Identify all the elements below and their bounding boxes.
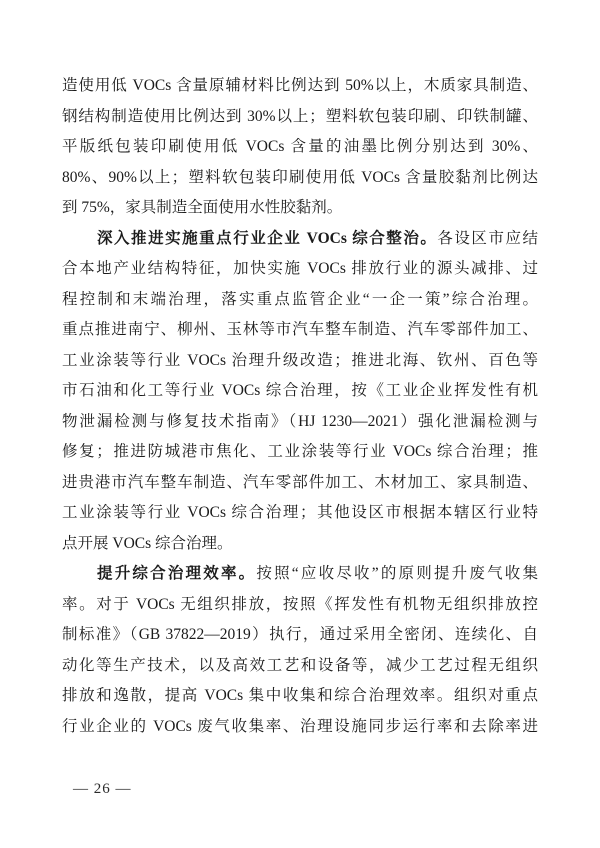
text-line [62, 651, 538, 682]
text-line [62, 71, 538, 102]
paragraph-text: 造使用低 VOCs 含量原辅材料比例达到 50%以上，木质家具制造、 [62, 77, 538, 94]
paragraph-text: 各设区市应结 [437, 229, 538, 247]
text-line [62, 407, 538, 438]
text-line [62, 712, 538, 743]
paragraph-text: 进贵港市汽车整车制造、汽车零部件加工、木材加工、家具制造、 [62, 473, 538, 491]
paragraph-text: 制标准》（GB 37822—2019）执行，通过采用全密闭、连续化、自 [62, 626, 538, 643]
paragraph-text: 工业涂装等行业 VOCs 治理升级改造；推进北海、钦州、百色等 [62, 351, 538, 369]
text-line [62, 590, 538, 621]
paragraph-text: 修复；推进防城港市焦化、工业涂装等行业 VOCs 综合治理；推 [62, 443, 538, 460]
paragraph-text: 重点推进南宁、柳州、玉林等市汽车整车制造、汽车零部件加工、 [62, 321, 538, 338]
text-line [62, 376, 538, 407]
text-line [62, 529, 538, 560]
paragraph-lead-bold: 深入推进实施重点行业企业 VOCs 综合整治。 [97, 229, 438, 247]
text-line [62, 620, 538, 651]
paragraph-text: 平版纸包装印刷使用低 VOCs 含量的油墨比例分别达到 30%、 [62, 138, 538, 155]
paragraph-text: 动化等生产技术，以及高效工艺和设备等，减少工艺过程无组织 [62, 656, 538, 674]
text-line [62, 681, 538, 712]
paragraph-text: 市石油和化工等行业 VOCs 综合治理，按《工业企业挥发性有机 [62, 382, 538, 399]
text-line [62, 254, 538, 285]
text-line [62, 224, 538, 255]
text-line [62, 437, 538, 468]
paragraph-text: 80%、90%以上；塑料软包装印刷使用低 VOCs 含量胶黏剂比例达 [62, 168, 538, 186]
text-line [62, 193, 538, 224]
paragraph-text: 按照“应收尽收”的原则提升废气收集 [256, 565, 538, 582]
text-line [62, 559, 538, 590]
text-line [62, 102, 538, 133]
paragraph-text: 物泄漏检测与修复技术指南》（HJ 1230—2021）强化泄漏检测与 [62, 412, 538, 430]
text-line [62, 315, 538, 346]
text-line [62, 285, 538, 316]
paragraph-text: 程控制和末端治理，落实重点监管企业“一企一策”综合治理。 [62, 290, 538, 308]
text-line [62, 468, 538, 499]
paragraph-text: 率。对于 VOCs 无组织排放，按照《挥发性有机物无组织排放控 [62, 595, 538, 613]
paragraph-text: 点开展 VOCs 综合治理。 [62, 534, 233, 552]
paragraph-lead-bold: 提升综合治理效率。 [97, 565, 257, 582]
paragraph-text: 行业企业的 VOCs 废气收集率、治理设施同步运行率和去除率进 [62, 717, 538, 735]
text-line [62, 132, 538, 163]
text-line [62, 163, 538, 194]
paragraph-text: 钢结构制造使用比例达到 30%以上；塑料软包装印刷、印铁制罐、 [62, 107, 538, 125]
paragraph-text: 合本地产业结构特征，加快实施 VOCs 排放行业的源头减排、过 [62, 260, 538, 277]
text-line [62, 346, 538, 377]
text-line [62, 498, 538, 529]
paragraph-text: 工业涂装等行业 VOCs 综合治理；其他设区市根据本辖区行业特 [62, 504, 538, 521]
text-block [62, 71, 538, 742]
page-number: — 26 — [73, 781, 132, 797]
paragraph-text: 到 75%，家具制造全面使用水性胶黏剂。 [62, 199, 343, 216]
paragraph-text: 排放和逸散，提高 VOCs 集中收集和综合治理效率。组织对重点 [62, 687, 538, 704]
